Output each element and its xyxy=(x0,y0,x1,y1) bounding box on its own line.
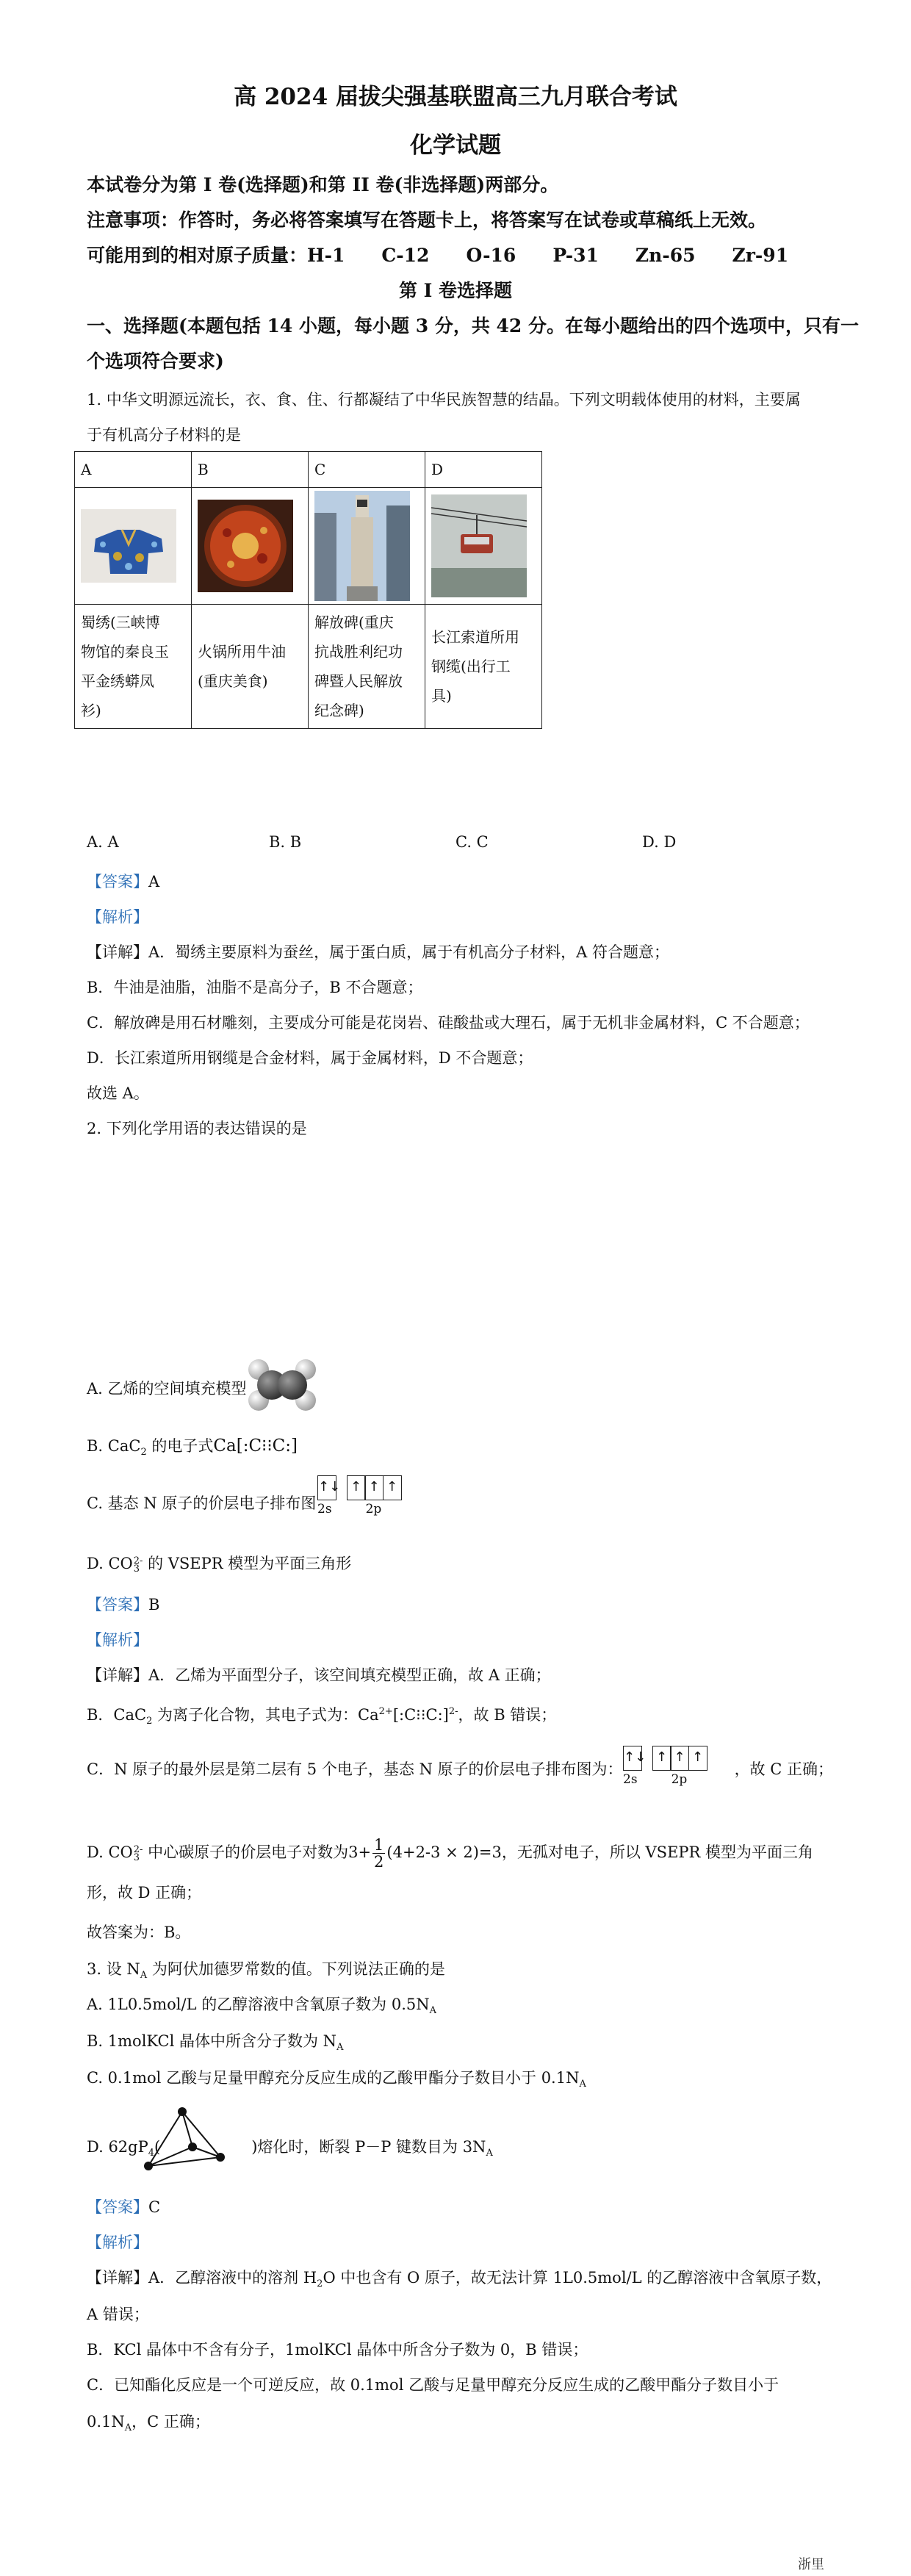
q3-d-sub1: 4 xyxy=(148,2148,155,2159)
q1-caption-c xyxy=(309,605,425,729)
q2-d-sup: 2- xyxy=(133,1555,143,1566)
q3-b-sub: A xyxy=(336,2042,344,2054)
q2-b-prefix: B. CaC xyxy=(87,1437,141,1455)
caption-c-line4: 纪念碑) xyxy=(314,702,364,719)
q3-detc-2-1: 0.1N xyxy=(87,2413,125,2431)
q3-d-text-1: D. 62gP xyxy=(87,2138,148,2156)
up-arrow-icon: ↑ xyxy=(383,1475,402,1500)
detail-label: 【详解】 xyxy=(87,943,148,961)
q2-detc-2: ，故 C 正确； xyxy=(734,1760,833,1778)
q1-detail-c: C．解放碑是用石材雕刻，主要成分可能是花岗岩、硅酸盐或大理石，属于无机非金属材料，C 不合题意； xyxy=(87,1014,810,1032)
q3-deta-1: A．乙醇溶液中的溶剂 H xyxy=(148,2269,317,2287)
caption-c-line3: 碑暨人民解放 xyxy=(314,672,403,690)
q3-d-text-3: )熔化时，断裂 P－P 键数目为 3N xyxy=(251,2138,486,2156)
q2-d-sub: 3 xyxy=(133,1563,140,1575)
q3-d-sub2: A xyxy=(486,2148,493,2159)
caption-c-line2: 抗战胜利纪功 xyxy=(314,643,403,661)
q3-stem-1: 3. 设 N xyxy=(87,1960,140,1978)
caption-a-line1: 蜀绣(三峡博 xyxy=(81,614,160,631)
q1-option-b: B. B xyxy=(269,833,302,851)
up-down-arrow-icon: ↑↓ xyxy=(317,1475,336,1500)
q1-col-c-header: C xyxy=(309,452,425,488)
q1-image-c-cell xyxy=(309,488,425,605)
fraction-denominator: 2 xyxy=(374,1853,384,1871)
caption-a-line2: 物馆的秦良玉 xyxy=(81,643,169,661)
q1-option-c: C. C xyxy=(455,833,489,851)
q3-b-text: B. 1molKCl 晶体中所含分子数为 N xyxy=(87,2032,337,2050)
q3-detail-c-line1: C．已知酯化反应是一个可逆反应，故 0.1mol 乙酸与足量甲醇充分反应生成的乙酸甲酯分子数目小于 xyxy=(87,2376,779,2394)
exam-subtitle: 化学试题 xyxy=(410,132,501,159)
answer-label: 【答案】 xyxy=(87,1596,148,1613)
q2-d-prefix: D. CO xyxy=(87,1555,133,1572)
q1-caption-a xyxy=(75,605,192,729)
caption-a-line3: 平金绣蟒凤 xyxy=(81,672,154,690)
q1-option-a: A. A xyxy=(87,833,119,851)
q2-detail-d-line2: 形，故 D 正确； xyxy=(87,1884,202,1902)
q1-col-b-header: B xyxy=(192,452,309,488)
n-orbital-diagram-detail xyxy=(623,1746,706,1787)
q1-stem-line1: 1. 中华文明源远流长，衣、食、住、行都凝结了中华民族智慧的结晶。下列文明载体使用的材料，主要属 xyxy=(87,391,801,409)
orbital-2p xyxy=(652,1746,707,1787)
q1-caption-d xyxy=(425,605,542,729)
liberation-monument-image xyxy=(314,491,410,601)
p4-tetrahedron-diagram xyxy=(141,2106,229,2179)
q2-option-b xyxy=(87,1434,298,1458)
caption-c-line1: 解放碑(重庆 xyxy=(314,614,394,631)
orbital-2p xyxy=(347,1475,401,1517)
q1-analysis-label: 【解析】 xyxy=(87,908,148,926)
orbital-2s-label: 2s xyxy=(317,1502,332,1517)
q2-detail-a xyxy=(87,1663,551,1685)
q2-detb-sub: 2 xyxy=(146,1716,153,1727)
orbital-2s-label: 2s xyxy=(623,1772,638,1787)
q2-detail-a-text: A．乙烯为平面型分子，该空间填充模型正确，故 A 正确； xyxy=(148,1666,551,1684)
q1-stem-line2: 于有机高分子材料的是 xyxy=(87,426,241,444)
caption-b-line2: (重庆美食) xyxy=(198,672,268,690)
hotpot-image xyxy=(198,491,293,601)
q1-detail-d: D．长江索道所用钢缆是合金材料，属于金属材料，D 不合题意； xyxy=(87,1049,533,1067)
note-line-1: 本试卷分为第 I 卷(选择题)和第 II 卷(非选择题)两部分。 xyxy=(87,174,559,195)
q2-detd-sub: 3 xyxy=(133,1852,140,1863)
orbital-2p-label: 2p xyxy=(365,1502,382,1517)
answer-label: 【答案】 xyxy=(87,2198,148,2216)
up-arrow-icon: ↑ xyxy=(364,1475,384,1500)
orbital-2p-label: 2p xyxy=(671,1772,688,1787)
fraction-numerator: 1 xyxy=(374,1836,384,1854)
caption-b-line1: 火锅所用牛油 xyxy=(198,643,286,661)
cac2-electron-formula: Ca[:C⁝⁝C:] xyxy=(213,1436,298,1456)
q2-detc-1: C．N 原子的最外层是第二层有 5 个电子，基态 N 原子的价层电子排布图为： xyxy=(87,1760,623,1778)
q2-detb-sup1: 2+ xyxy=(378,1706,393,1717)
q2-detail-c xyxy=(87,1757,833,1780)
q2-option-a xyxy=(87,1377,247,1399)
q2-detd-1: D. CO xyxy=(87,1843,133,1861)
fraction-one-half xyxy=(372,1837,385,1870)
q3-option-a xyxy=(87,1993,436,2016)
q2-b-mid: 的电子式 xyxy=(146,1437,214,1455)
q3-c-text: C. 0.1mol 乙酸与足量甲醇充分反应生成的乙酸甲酯分子数目小于 0.1N xyxy=(87,2069,580,2087)
part1-heading-line1: 一、选择题(本题包括 14 小题，每小题 3 分，共 42 分。在每小题给出的四个选项中，只有一 xyxy=(87,315,860,337)
q2-analysis-label: 【解析】 xyxy=(87,1631,148,1649)
q2-detd-2: 中心碳原子的价层电子对数为3+ xyxy=(143,1843,372,1861)
caption-a-line4: 衫) xyxy=(81,702,101,719)
up-down-arrow-icon: ↑↓ xyxy=(623,1746,642,1771)
q3-answer xyxy=(87,2195,160,2217)
q2-detb-3: [:C⁝⁝C:] xyxy=(392,1706,449,1724)
footer-watermark: 浙里 xyxy=(798,2557,824,2572)
q1-caption-b xyxy=(192,605,309,729)
q3-detc-2-2: ，C 正确； xyxy=(132,2413,210,2431)
q2-option-a-text: A. 乙烯的空间填充模型 xyxy=(87,1380,247,1397)
q2-detb-2: 为离子化合物，其电子式为：Ca xyxy=(152,1706,379,1724)
q1-answer-value: A xyxy=(148,873,160,891)
q3-d-paren-open: ( xyxy=(154,2138,161,2156)
q2-detb-sup2: 2- xyxy=(448,1706,458,1717)
orbital-2s xyxy=(623,1746,647,1787)
ethylene-space-filling-model xyxy=(247,1356,317,1417)
note-line-2: 注意事项：作答时，务必将答案填写在答题卡上，将答案写在试卷或草稿纸上无效。 xyxy=(87,209,767,231)
q1-conclusion: 故选 A。 xyxy=(87,1084,149,1102)
q3-answer-value: C xyxy=(148,2198,161,2216)
q3-deta-sub: 2 xyxy=(317,2278,323,2290)
exam-title: 高 2024 届拔尖强基联盟高三九月联合考试 xyxy=(234,84,677,110)
q2-b-sub: 2 xyxy=(140,1447,147,1458)
q2-detd-sup: 2- xyxy=(133,1843,143,1855)
q3-detail-b: B．KCl 晶体中不含有分子，1molKCl 晶体中所含分子数为 0，B 错误； xyxy=(87,2341,588,2359)
q2-detail-d xyxy=(87,1837,813,1870)
q3-deta-2: O 中也含有 O 原子，故无法计算 1L0.5mol/L 的乙醇溶液中含氧原子数， xyxy=(323,2269,832,2287)
n-orbital-diagram xyxy=(317,1475,400,1517)
q2-detd-3: (4+2-3 × 2)=3，无孤对电子，所以 VSEPR 模型为平面三角 xyxy=(386,1843,814,1861)
q2-option-c xyxy=(87,1492,316,1514)
q2-conclusion: 故答案为：B。 xyxy=(87,1924,191,1941)
q2-stem: 2. 下列化学用语的表达错误的是 xyxy=(87,1120,307,1137)
q3-analysis-label: 【解析】 xyxy=(87,2234,148,2251)
q2-answer xyxy=(87,1593,159,1615)
q2-detb-4: ，故 B 错误； xyxy=(458,1706,557,1724)
cableway-image xyxy=(431,491,527,601)
q2-detb-1: B．CaC xyxy=(87,1706,147,1724)
up-arrow-icon: ↑ xyxy=(670,1746,689,1771)
q1-col-a-header: A xyxy=(75,452,192,488)
q1-col-d-header: D xyxy=(425,452,542,488)
q3-c-sub: A xyxy=(579,2079,586,2090)
up-arrow-icon: ↑ xyxy=(688,1746,707,1771)
q3-option-b xyxy=(87,2029,343,2053)
q1-image-d-cell xyxy=(425,488,542,605)
q1-detail-1 xyxy=(87,940,669,963)
q1-image-b-cell xyxy=(192,488,309,605)
q2-c-text: C. 基态 N 原子的价层电子排布图 xyxy=(87,1494,317,1512)
q3-detail-a-line2: A 错误； xyxy=(87,2306,149,2323)
part1-heading-line2: 个选项符合要求) xyxy=(87,350,224,372)
q1-answer xyxy=(87,870,159,892)
caption-d-line3: 具) xyxy=(431,687,452,705)
q2-answer-value: B xyxy=(148,1596,160,1613)
q3-stem-sub: A xyxy=(140,1970,148,1982)
caption-d-line2: 钢缆(出行工 xyxy=(431,658,511,675)
note-line-3: 可能用到的相对原子质量：H-1 C-12 O-16 P-31 Zn-65 Zr-91 xyxy=(87,245,789,266)
q1-detail-a: A．蜀绣主要原料为蚕丝，属于蛋白质，属于有机高分子材料，A 符合题意； xyxy=(148,943,670,961)
q3-detail-c-line2 xyxy=(87,2410,210,2433)
q3-detail-a xyxy=(87,2266,832,2289)
detail-label: 【详解】 xyxy=(87,1666,148,1684)
q1-image-a-cell xyxy=(75,488,192,605)
q1-detail-b: B．牛油是油脂，油脂不是高分子，B 不合题意； xyxy=(87,979,423,996)
q2-detail-b xyxy=(87,1703,556,1727)
q1-table xyxy=(74,451,542,729)
orbital-2s xyxy=(317,1475,341,1517)
q3-detc-2-sub: A xyxy=(124,2422,132,2434)
shu-embroidery-robe-image xyxy=(81,491,176,601)
q1-option-d: D. D xyxy=(642,833,677,851)
q2-option-d xyxy=(87,1552,351,1574)
section-title: 第 I 卷选择题 xyxy=(398,280,513,301)
answer-label: 【答案】 xyxy=(87,873,148,891)
q3-stem xyxy=(87,1957,445,1981)
q2-d-suffix: 的 VSEPR 模型为平面三角形 xyxy=(143,1555,352,1572)
q3-option-c xyxy=(87,2066,586,2090)
up-arrow-icon: ↑ xyxy=(652,1746,671,1771)
q3-stem-2: 为阿伏加德罗常数的值。下列说法正确的是 xyxy=(147,1960,445,1978)
caption-d-line1: 长江索道所用 xyxy=(431,628,519,646)
q3-a-text: A. 1L0.5mol/L 的乙醇溶液中含氧原子数为 0.5N xyxy=(87,1996,430,2013)
q3-a-sub: A xyxy=(429,2005,437,2017)
detail-label: 【详解】 xyxy=(87,2269,148,2287)
up-arrow-icon: ↑ xyxy=(347,1475,366,1500)
